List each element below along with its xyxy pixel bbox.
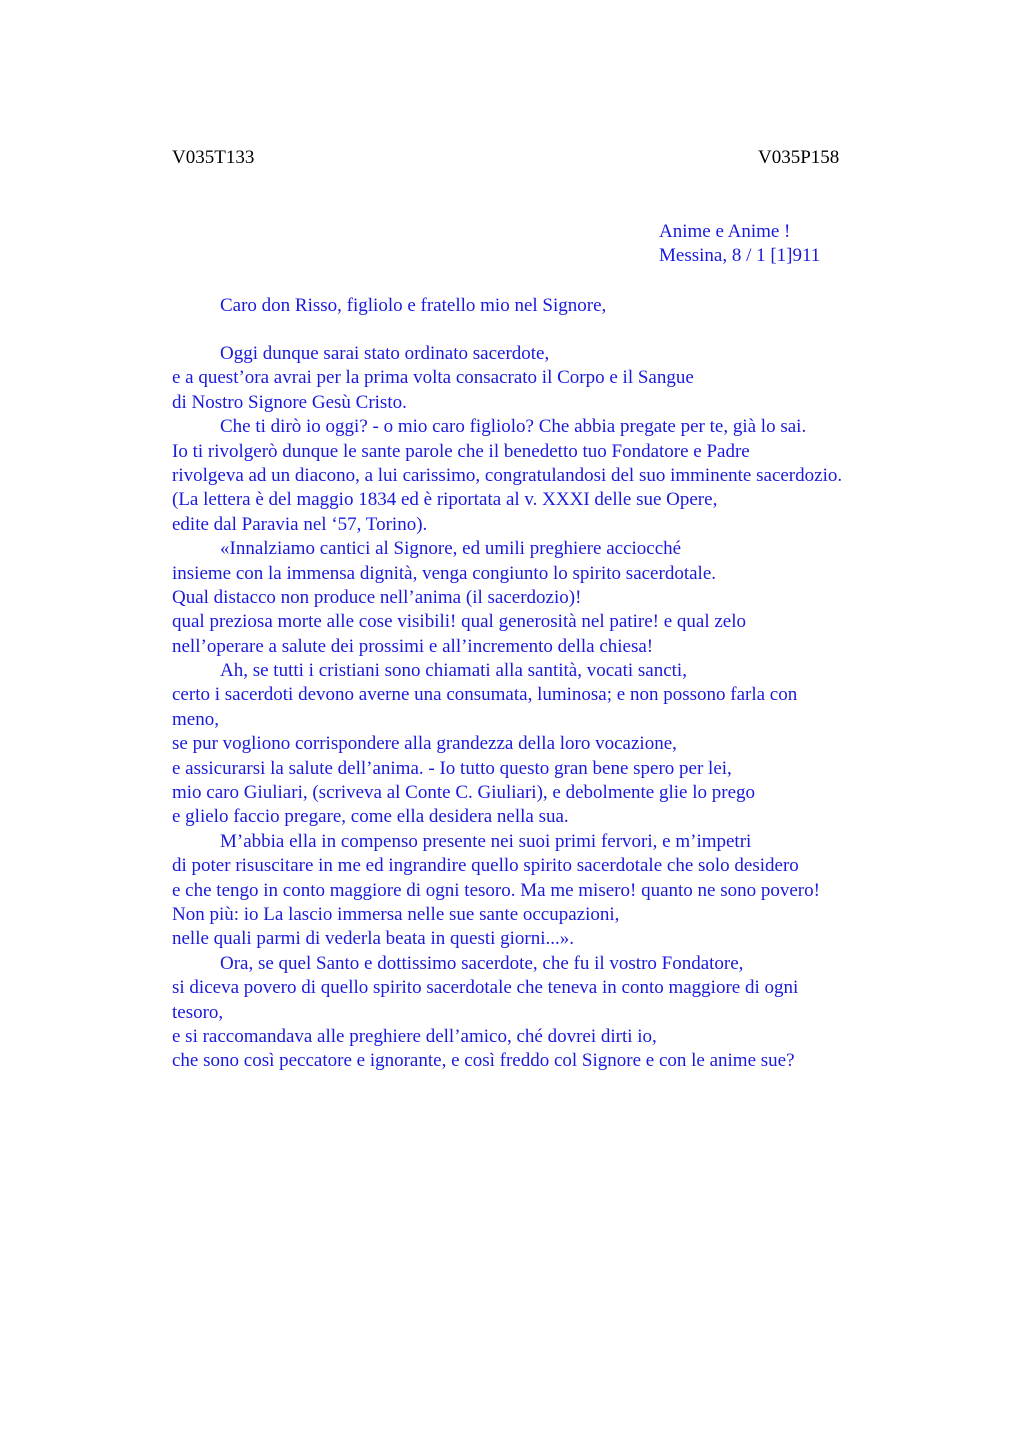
body-line: tesoro,	[172, 1001, 224, 1023]
body-line: e glielo faccio pregare, come ella desidera nella sua.	[172, 806, 569, 828]
body-line: e assicurarsi la salute dell’anima. - Io tutto questo gran bene spero per lei,	[172, 757, 732, 779]
body-line: nelle quali parmi di vederla beata in questi giorni...».	[172, 928, 575, 950]
letter-title: Anime e Anime !	[659, 221, 791, 242]
body-line: Io ti rivolgerò dunque le sante parole che il benedetto tuo Fondatore e Padre	[172, 440, 750, 462]
letter-body	[172, 342, 912, 1074]
body-line: insieme con la immensa dignità, venga congiunto lo spirito sacerdotale.	[172, 562, 716, 584]
body-line: M’abbia ella in compenso presente nei suoi primi fervori, e m’impetri	[220, 830, 752, 852]
letter-place-date: Messina, 8 / 1 [1]911	[659, 245, 821, 267]
body-line: Qual distacco non produce nell’anima (il sacerdozio)!	[172, 586, 582, 608]
body-line: Ora, se quel Santo e dottissimo sacerdote, che fu il vostro Fondatore,	[220, 952, 744, 974]
body-line: (La lettera è del maggio 1834 ed è riportata al v. XXXI delle sue Opere,	[172, 489, 718, 511]
body-line: certo i sacerdoti devono averne una consumata, luminosa; e non possono farla con	[172, 684, 798, 706]
body-line: «Innalziamo cantici al Signore, ed umili preghiere acciocché	[220, 538, 682, 560]
document-code-left: V035T133	[172, 147, 255, 168]
body-line: qual preziosa morte alle cose visibili! qual generosità nel patire! e qual zelo	[172, 611, 746, 633]
letter-salutation: Caro don Risso, figliolo e fratello mio nel Signore,	[220, 295, 607, 316]
body-line: si diceva povero di quello spirito sacerdotale che teneva in conto maggiore di ogni	[172, 977, 799, 999]
body-line: di Nostro Signore Gesù Cristo.	[172, 391, 407, 413]
body-line: Non più: io La lascio immersa nelle sue sante occupazioni,	[172, 903, 620, 925]
body-line: che sono così peccatore e ignorante, e così freddo col Signore e con le anime sue?	[172, 1050, 795, 1072]
body-line: e che tengo in conto maggiore di ogni tesoro. Ma me misero! quanto ne sono povero!	[172, 879, 820, 901]
body-line: e si raccomandava alle preghiere dell’amico, ché dovrei dirti io,	[172, 1025, 657, 1047]
body-line: di poter risuscitare in me ed ingrandire quello spirito sacerdotale che solo desidero	[172, 855, 799, 877]
letter-heading	[659, 220, 820, 269]
body-line: mio caro Giuliari, (scriveva al Conte C. Giuliari), e debolmente glie lo prego	[172, 782, 756, 804]
body-line: Ah, se tutti i cristiani sono chiamati alla santità, vocati sancti,	[220, 660, 687, 682]
body-line: e a quest’ora avrai per la prima volta consacrato il Corpo e il Sangue	[172, 367, 694, 389]
body-line: edite dal Paravia nel ‘57, Torino).	[172, 513, 428, 535]
body-line: Che ti dirò io oggi? - o mio caro figliolo? Che abbia pregate per te, già lo sai.	[220, 416, 807, 438]
body-line: nell’operare a salute dei prossimi e all’incremento della chiesa!	[172, 635, 654, 657]
body-line: rivolgeva ad un diacono, a lui carissimo, congratulandosi del suo imminente sacerdozio.	[172, 464, 843, 486]
document-code-right: V035P158	[758, 147, 840, 168]
body-line: meno,	[172, 708, 219, 730]
body-line: Oggi dunque sarai stato ordinato sacerdote,	[220, 343, 550, 364]
body-line: se pur vogliono corrispondere alla grandezza della loro vocazione,	[172, 733, 677, 755]
